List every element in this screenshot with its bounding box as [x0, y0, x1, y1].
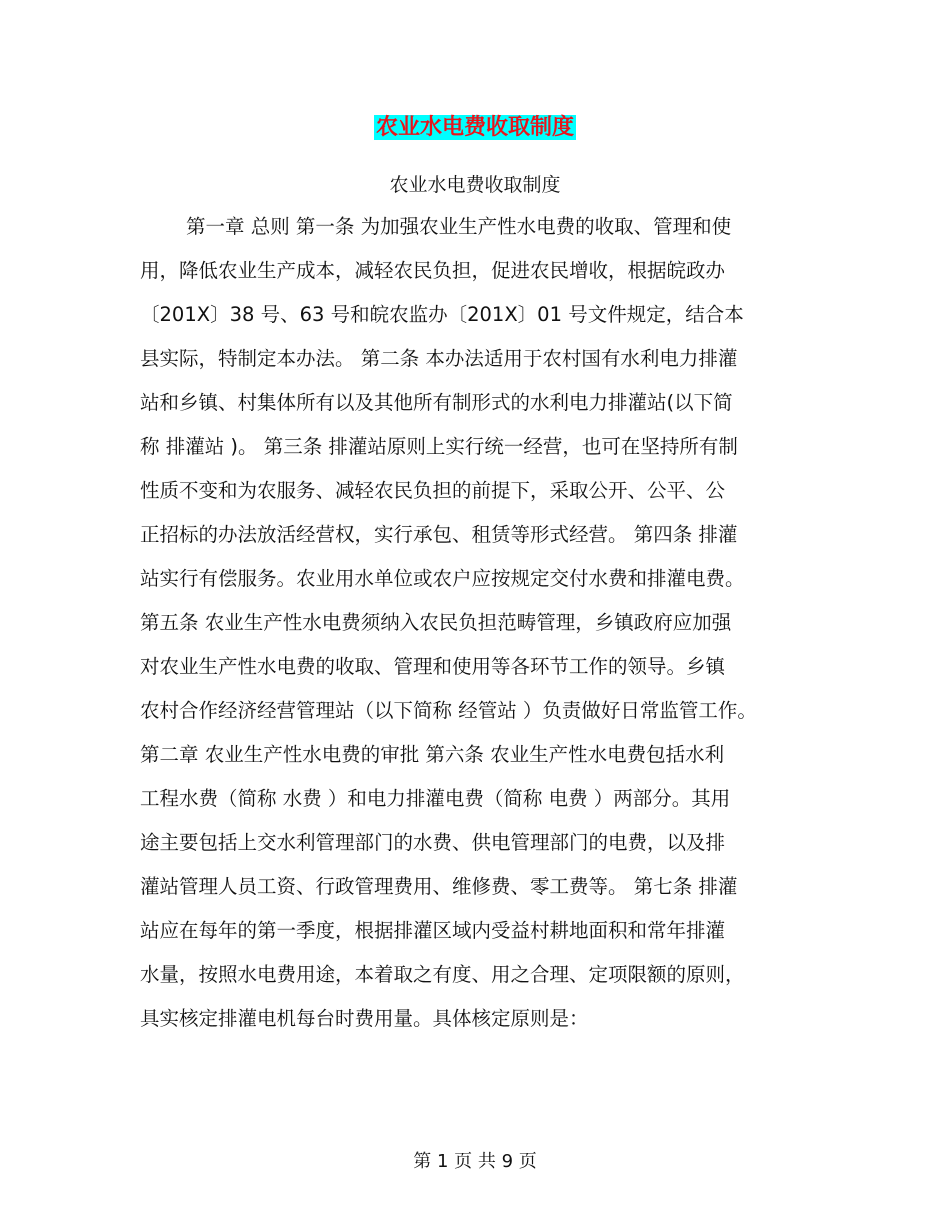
- body-line: 途主要包括上交水利管理部门的水费、供电管理部门的电费，以及排: [140, 831, 726, 854]
- body-line: 灌站管理人员工资、行政管理费用、维修费、零工费等。 第七条 排灌: [140, 875, 738, 898]
- document-title: [0, 112, 950, 144]
- body-line: 对农业生产性水电费的收取、管理和使用等各环节工作的领导。乡镇: [140, 655, 726, 678]
- body-line: 工程水费（简称 水费 ）和电力排灌电费（简称 电费 ）两部分。其用: [140, 787, 731, 810]
- body-line: 第一章 总则 第一条 为加强农业生产性水电费的收取、管理和使: [186, 215, 732, 238]
- body-line: 站和乡镇、村集体所有以及其他所有制形式的水利电力排灌站(以下简: [140, 391, 733, 414]
- body-line: 具实核定排灌电机每台时费用量。具体核定原则是：: [140, 1007, 589, 1030]
- body-line: 〔201X〕38 号、63 号和皖农监办〔201X〕01 号文件规定，结合本: [140, 303, 744, 326]
- body-line: 第二章 农业生产性水电费的审批 第六条 农业生产性水电费包括水利: [140, 743, 725, 766]
- body-line: 正招标的办法放活经营权，实行承包、租赁等形式经营。 第四条 排灌: [140, 523, 738, 546]
- body-line: 农村合作经济经营管理站（以下简称 经管站 ）负责做好日常监管工作。: [140, 699, 757, 722]
- body-line: 县实际，特制定本办法。 第二条 本办法适用于农村国有水利电力排灌: [140, 347, 738, 370]
- body-line: 站应在每年的第一季度，根据排灌区域内受益村耕地面积和常年排灌: [140, 919, 726, 942]
- document-title-text: 农业水电费收取制度: [375, 115, 574, 140]
- document-subtitle: 农业水电费收取制度: [389, 174, 561, 196]
- body-line: 第五条 农业生产性水电费须纳入农民负担范畴管理，乡镇政府应加强: [140, 611, 732, 634]
- body-line: 水量，按照水电费用途，本着取之有度、用之合理、定项限额的原则，: [140, 963, 745, 986]
- body-line: 站实行有偿服务。农业用水单位或农户应按规定交付水费和排灌电费。: [140, 567, 745, 590]
- body-line: 性质不变和为农服务、减轻农民负担的前提下，采取公开、公平、公: [140, 479, 726, 502]
- body-line: 称 排灌站 )。 第三条 排灌站原则上实行统一经营，也可在坚持所有制: [140, 435, 738, 458]
- body-line: 用，降低农业生产成本，减轻农民负担，促进农民增收，根据皖政办: [140, 259, 726, 282]
- page-number-footer: 第 1 页 共 9 页: [413, 1151, 537, 1172]
